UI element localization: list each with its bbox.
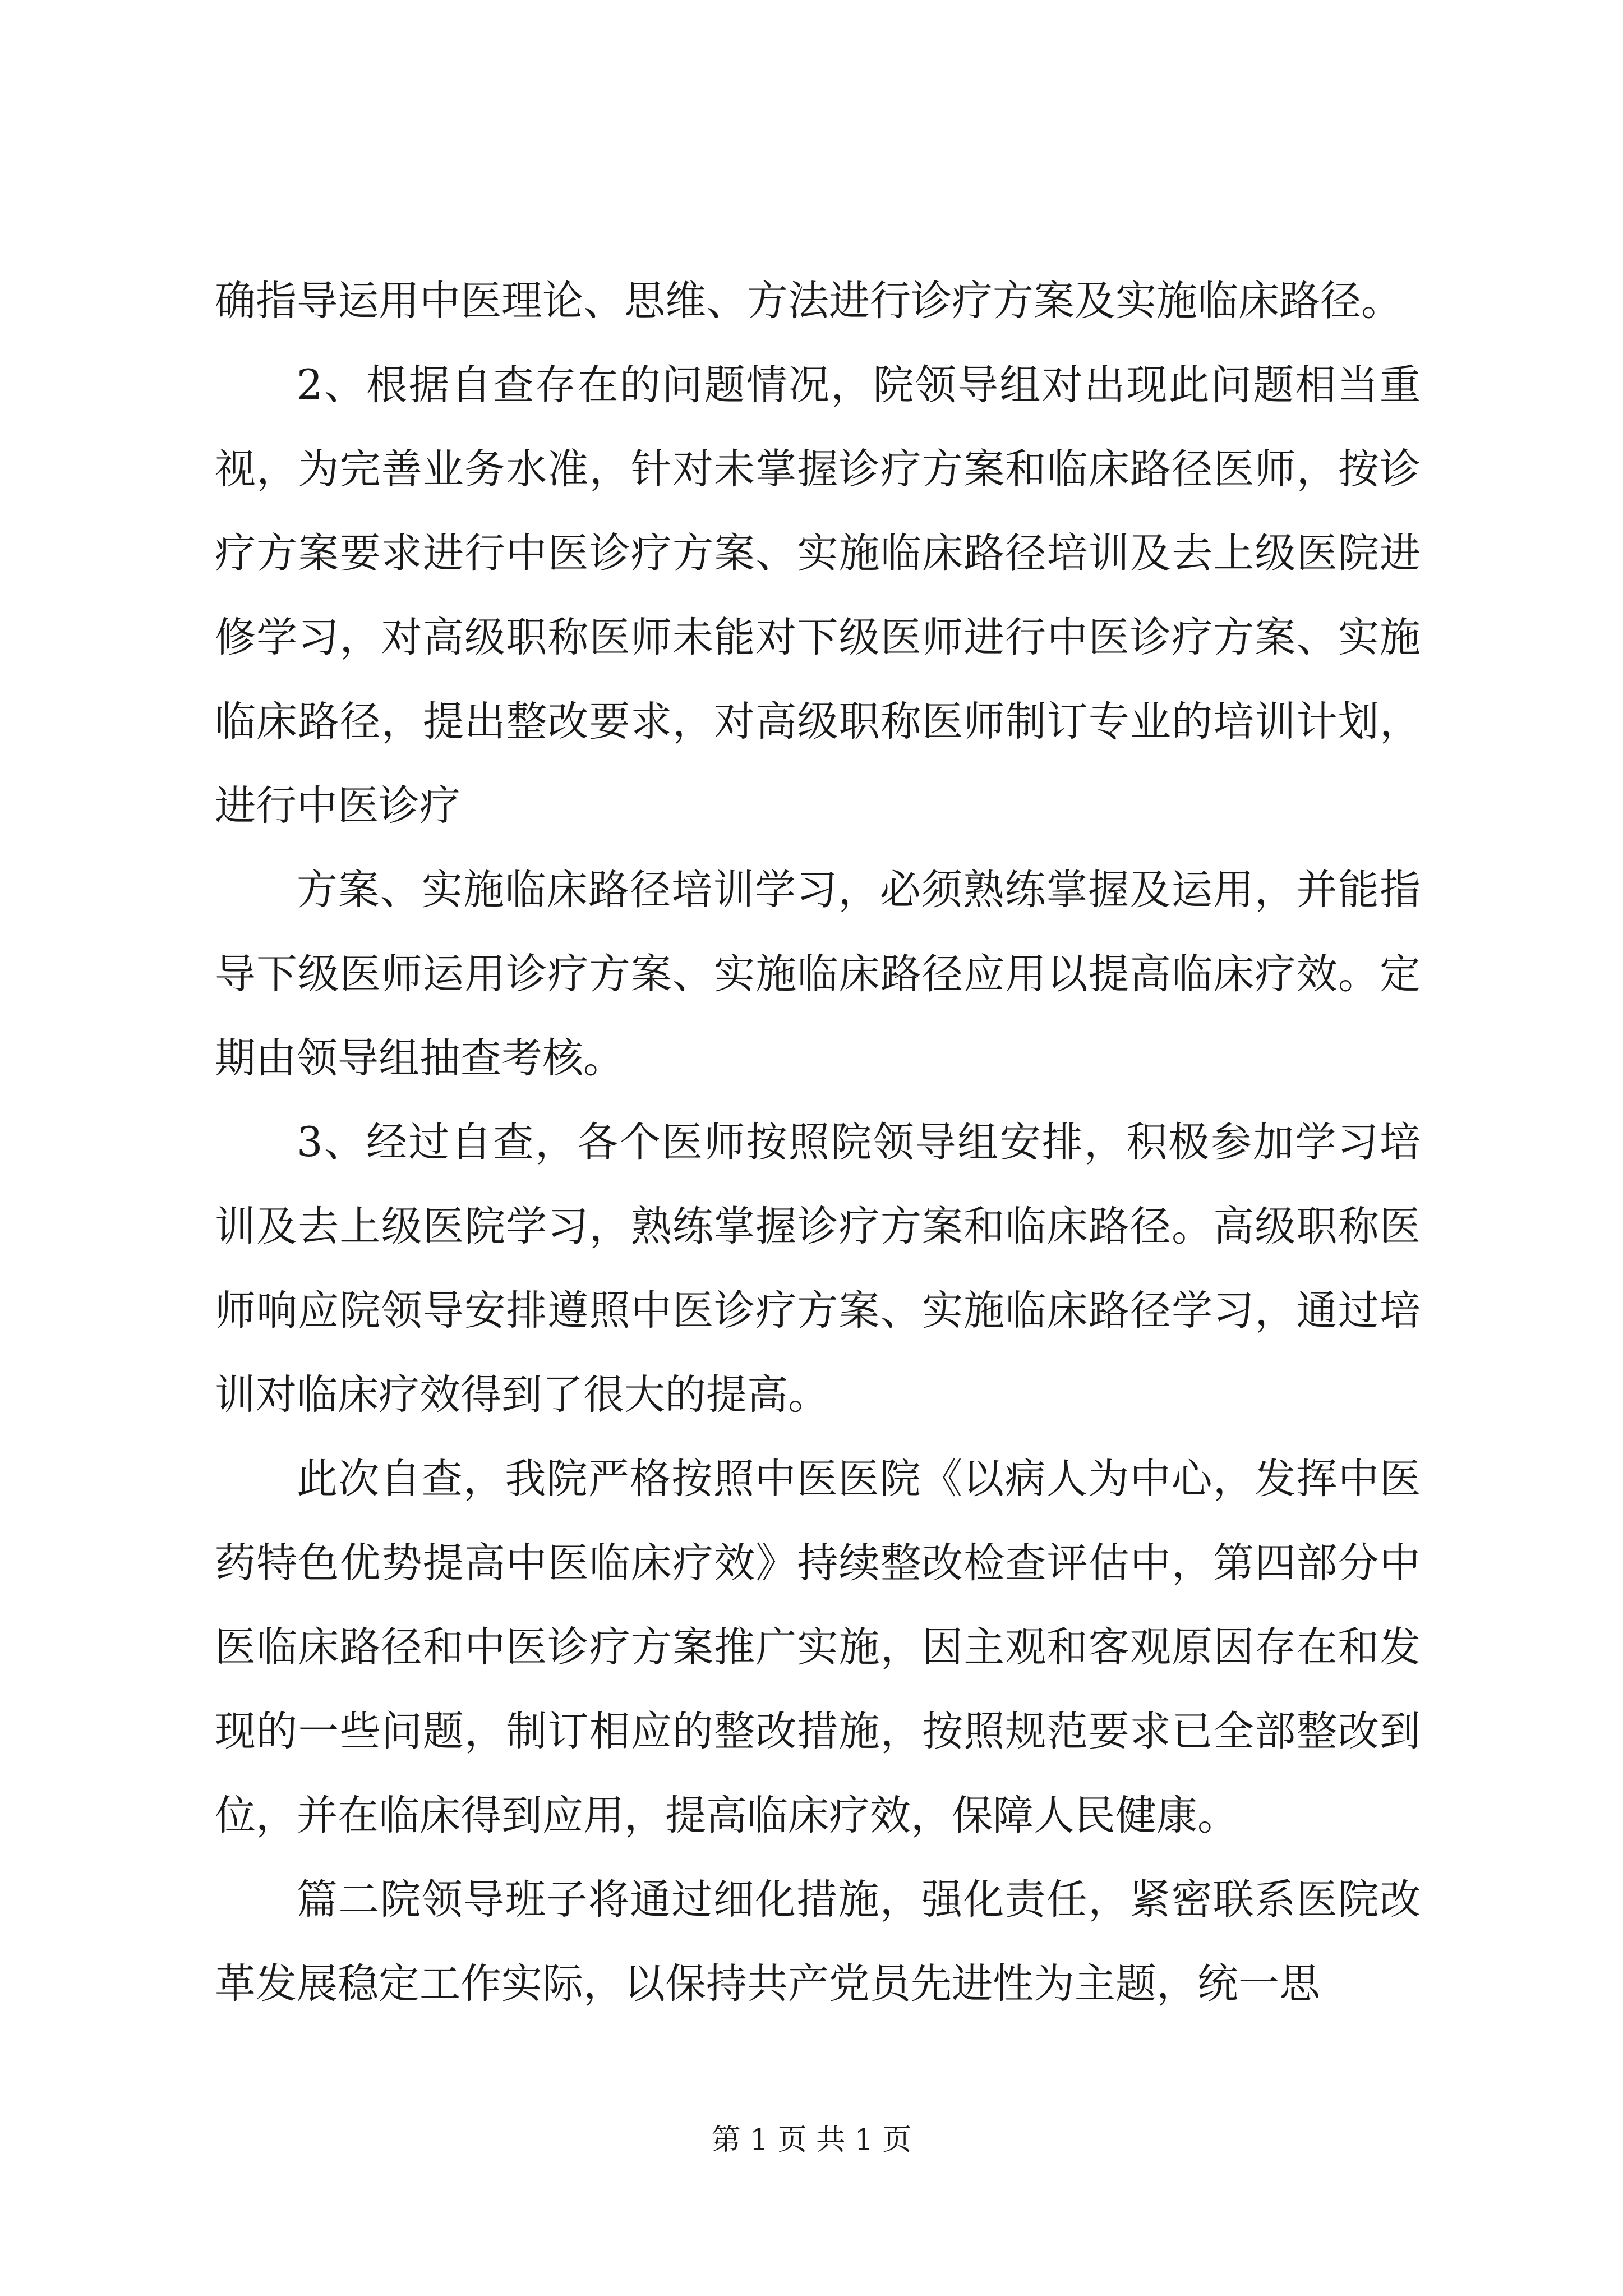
paragraph-5: 此次自查，我院严格按照中医医院《以病人为中心，发挥中医药特色优势提高中医临床疗效》持续整改检查评估中，第四部分中医临床路径和中医诊疗方案推广实施，因主观和客观原因存在和发现的一些问题，制订相应的整改措施，按照规范要求已全部整改到位，并在临床得到应用，提高临床疗效，保障人民健康。 — [215, 1455, 1421, 1839]
paragraph-6: 篇二院领导班子将通过细化措施，强化责任，紧密联系医院改革发展稳定工作实际，以保持共产党员先进性为主题，统一思 — [215, 1876, 1421, 2008]
paragraph-2: 2、根据自查存在的问题情况，院领导组对出现此问题相当重视，为完善业务水准，针对未掌握诊疗方案和临床路径医师，按诊疗方案要求进行中医诊疗方案、实施临床路径培训及去上级医院进修学习，对高级职称医师未能对下级医师进行中医诊疗方案、实施临床路径，提出整改要求，对高级职称医师制订专业的培训计划，进行中医诊疗 — [215, 361, 1421, 830]
document-body — [215, 259, 1421, 2026]
page-footer: 第 1 页 共 1 页 — [711, 2123, 912, 2157]
paragraph-1: 确指导运用中医理论、思维、方法进行诊疗方案及实施临床路径。 — [215, 277, 1402, 325]
paragraph-3: 方案、实施临床路径培训学习，必须熟练掌握及运用，并能指导下级医师运用诊疗方案、实施临床路径应用以提高临床疗效。定期由领导组抽查考核。 — [215, 866, 1421, 1082]
paragraph-4: 3、经过自查，各个医师按照院领导组安排，积极参加学习培训及去上级医院学习，熟练掌握诊疗方案和临床路径。高级职称医师响应院领导安排遵照中医诊疗方案、实施临床路径学习，通过培训对临床疗效得到了很大的提高。 — [215, 1119, 1421, 1419]
